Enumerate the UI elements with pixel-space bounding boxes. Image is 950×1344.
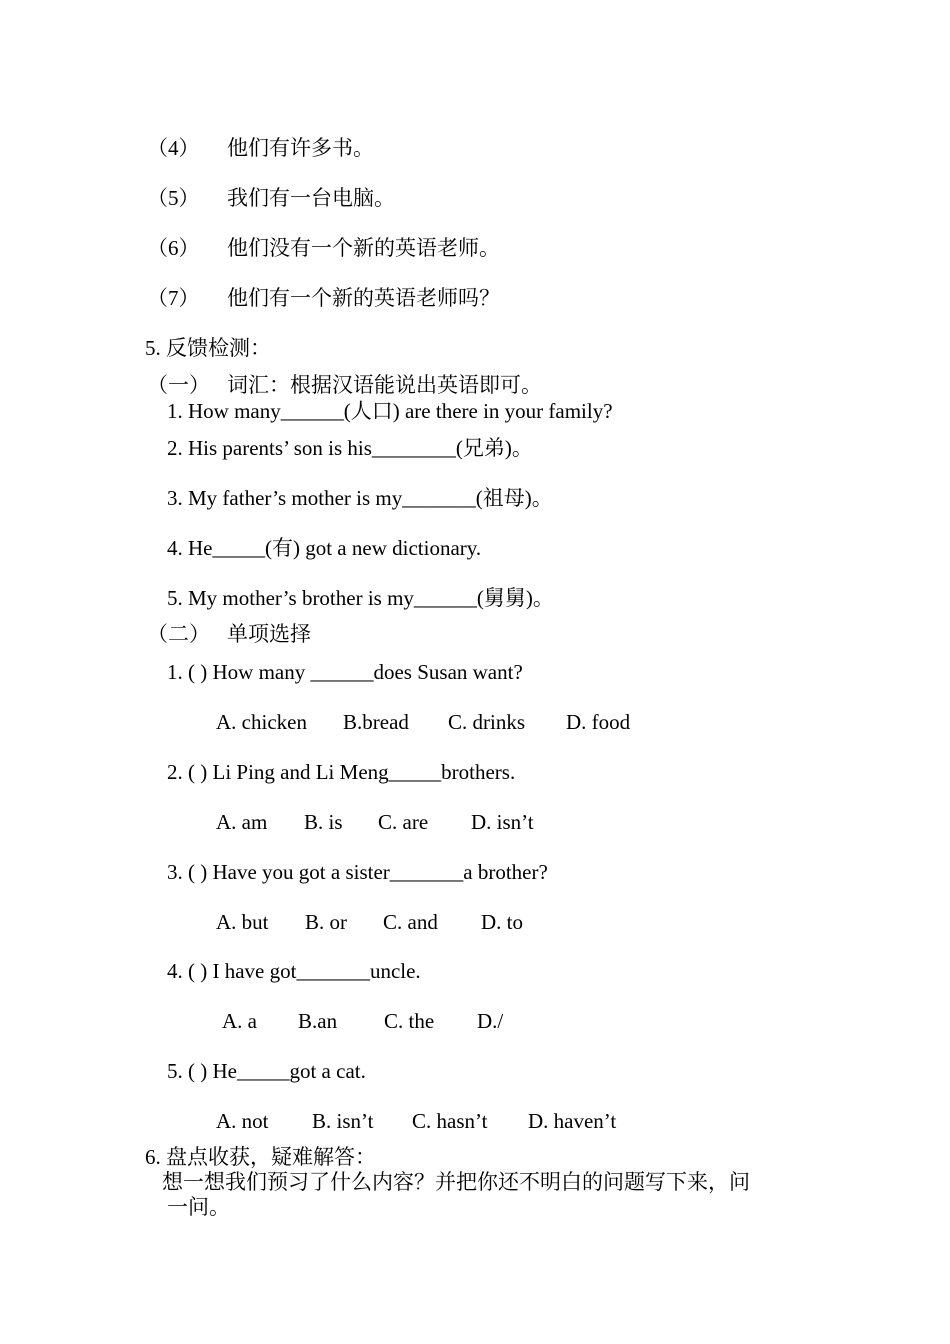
item-number: （5） xyxy=(147,186,200,210)
item-text: 他们没有一个新的英语老师。 xyxy=(227,236,500,260)
option: D. haven’t xyxy=(528,1109,617,1133)
option: A. not xyxy=(216,1109,269,1133)
question-text: 1. ( ) How many ______does Susan want? xyxy=(167,660,523,684)
item-number: （7） xyxy=(147,286,200,310)
option: A. but xyxy=(216,910,269,934)
options-row xyxy=(216,909,523,935)
option: C. are xyxy=(378,810,429,834)
item-text: 他们有许多书。 xyxy=(227,136,374,160)
vocab-item: 4. He_____(有) got a new dictionary. xyxy=(167,536,482,560)
translation-item xyxy=(147,285,500,311)
translation-item xyxy=(147,235,500,261)
option: C. hasn’t xyxy=(412,1109,488,1133)
item-number: （4） xyxy=(147,136,200,160)
translation-item xyxy=(147,135,374,161)
option: C. the xyxy=(384,1009,435,1033)
option: A. a xyxy=(222,1009,257,1033)
vocab-item: 5. My mother’s brother is my______(舅舅)。 xyxy=(167,586,554,610)
subsection-title: 词汇：根据汉语能说出英语即可。 xyxy=(227,373,542,397)
option: B. is xyxy=(304,810,343,834)
option: D. isn’t xyxy=(471,810,534,834)
option: B.an xyxy=(298,1009,338,1033)
options-row xyxy=(222,1008,503,1034)
subsection-title: 单项选择 xyxy=(227,622,311,646)
options-row xyxy=(216,709,630,735)
question-text: 3. ( ) Have you got a sister_______a brother? xyxy=(167,860,548,884)
item-text: 他们有一个新的英语老师吗？ xyxy=(227,286,500,310)
translation-item xyxy=(147,185,395,211)
option: D./ xyxy=(477,1009,504,1033)
item-number: （6） xyxy=(147,236,200,260)
options-row xyxy=(216,1108,616,1134)
vocab-item: 2. His parents’ son is his________(兄弟)。 xyxy=(167,436,533,460)
question-text: 4. ( ) I have got_______uncle. xyxy=(167,959,421,983)
option: A. am xyxy=(216,810,268,834)
subsection-heading xyxy=(147,621,311,647)
item-text: 我们有一台电脑。 xyxy=(227,186,395,210)
subsection-heading xyxy=(147,372,542,398)
option: C. drinks xyxy=(448,710,526,734)
option: B. isn’t xyxy=(312,1109,374,1133)
option: D. to xyxy=(481,910,523,934)
question-text: 5. ( ) He_____got a cat. xyxy=(167,1059,366,1083)
summary-text: 一问。 xyxy=(167,1195,230,1219)
question-text: 2. ( ) Li Ping and Li Meng_____brothers. xyxy=(167,760,516,784)
options-row xyxy=(216,809,534,835)
vocab-item: 1. How many______(人口) are there in your family? xyxy=(167,399,613,423)
section-heading: 5. 反馈检测： xyxy=(145,336,271,360)
section-heading: 6. 盘点收获，疑难解答： xyxy=(145,1145,376,1169)
option: D. food xyxy=(566,710,631,734)
option: A. chicken xyxy=(216,710,307,734)
option: C. and xyxy=(383,910,438,934)
subsection-number: （一） xyxy=(147,373,210,397)
option: B. or xyxy=(305,910,347,934)
option: B.bread xyxy=(343,710,409,734)
subsection-number: （二） xyxy=(147,622,210,646)
vocab-item: 3. My father’s mother is my_______(祖母)。 xyxy=(167,486,553,510)
summary-text: 想一想我们预习了什么内容？并把你还不明白的问题写下来，问 xyxy=(162,1170,750,1194)
